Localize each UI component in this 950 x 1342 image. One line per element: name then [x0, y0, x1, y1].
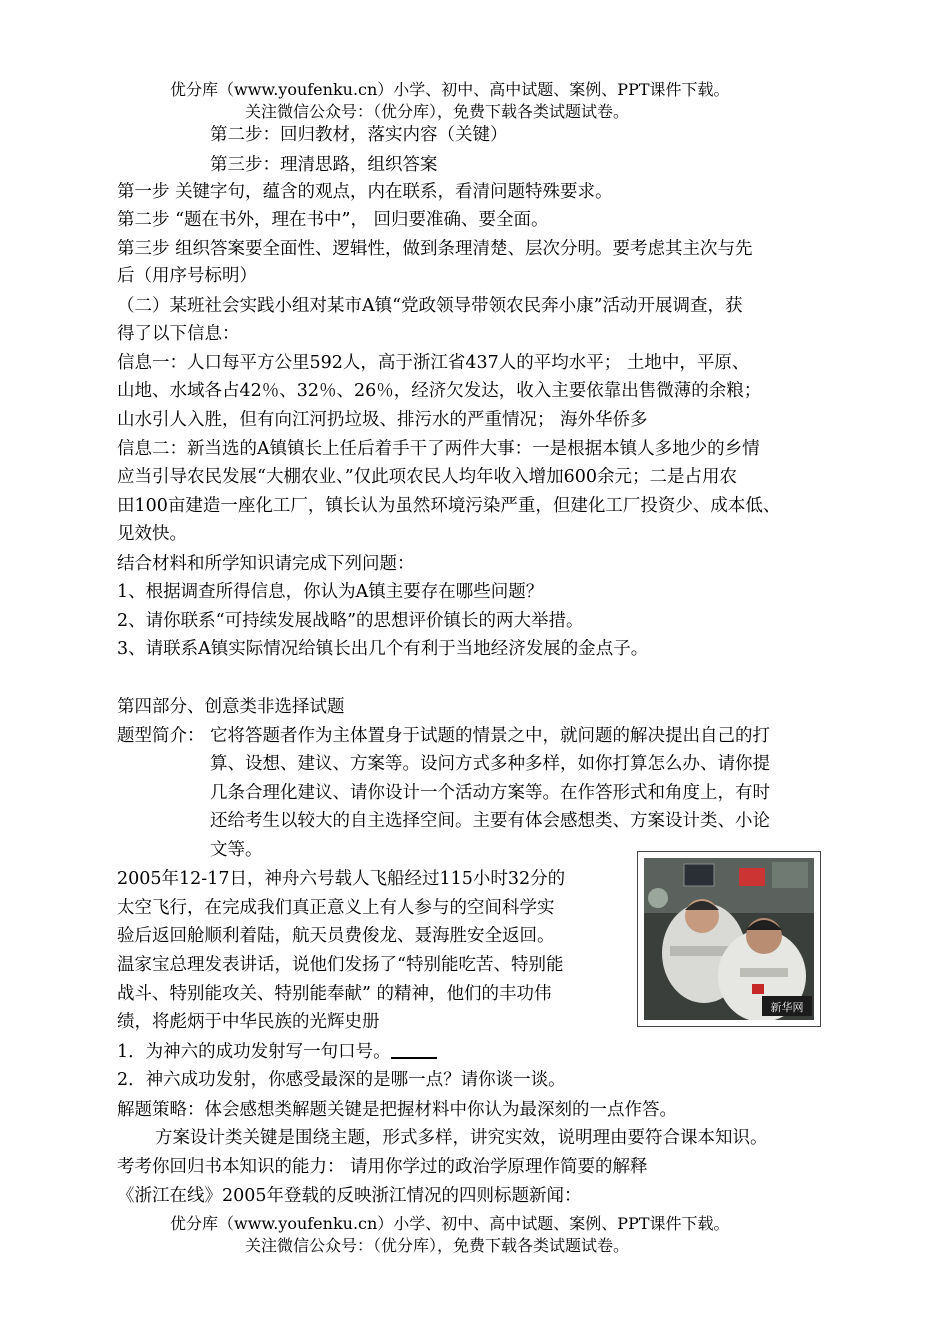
part-4-intro-line-4: 还给考生以较大的自主选择空间。主要有体会感想类、方案设计类、小论: [210, 811, 770, 831]
part-4-intro-line-2: 算、设想、建议、方案等。设问方式多种多样，如你打算怎么办、请你提: [210, 754, 770, 774]
step-1-detail: 第一步 关键字句，蕴含的观点，内在联系，看清问题特殊要求。: [117, 182, 613, 202]
footer-line-2: 关注微信公众号：（优分库），免费下载各类试题试卷。: [245, 1236, 630, 1255]
slogan-question: [117, 1040, 437, 1064]
header-line-2: 关注微信公众号：（优分库），免费下载各类试题试卷。: [245, 102, 630, 121]
news-line-4: 温家宝总理发表讲话，说他们发扬了“特别能吃苦、特别能: [117, 955, 564, 975]
strategy-line-2: 方案设计类关键是围绕主题，形式多样，讲究实效，说明理由要符合课本知识。: [155, 1128, 768, 1148]
svg-text:新华网: 新华网: [770, 1001, 804, 1014]
feeling-question: 2．神六成功发射，你感受最深的是哪一点？请你谈一谈。: [117, 1070, 566, 1090]
news-line-2: 太空飞行，在完成我们真正意义上有人参与的空间科学实: [117, 898, 555, 918]
news-line-3: 验后返回舱顺利着陆，航天员费俊龙、聂海胜安全返回。: [117, 926, 555, 946]
step-3-detail-cont: 后（用序号标明）: [117, 266, 257, 286]
step-2-detail: 第二步 “题在书外，理在书中”， 回归要准确、要全面。: [117, 210, 549, 230]
case-intro-1: （二）某班社会实践小组对某市A镇“党政领导带领农民奔小康”活动开展调查，获: [117, 296, 743, 316]
info-2-line-2: 应当引导农民发展“大棚农业、”仅此项农民人均年收入增加600余元；二是占用农: [117, 467, 738, 487]
case-intro-2: 得了以下信息：: [117, 324, 240, 344]
news-line-5: 战斗、特别能攻关、特别能奉献” 的精神，他们的丰功伟: [117, 984, 552, 1004]
header-line-1: 优分库（www.youfenku.cn）小学、初中、高中试题、案例、PPT课件下载。: [170, 80, 730, 99]
question-1: 1、根据调查所得信息，你认为A镇主要存在哪些问题？: [117, 582, 544, 602]
footer-line-1: 优分库（www.youfenku.cn）小学、初中、高中试题、案例、PPT课件下载。: [170, 1214, 730, 1233]
info-1-line-2: 山地、水域各占42％、32％、26％，经济欠发达，收入主要依靠出售微薄的余粮；: [117, 381, 762, 401]
info-1-line-3: 山水引人入胜，但有向江河扔垃圾、排污水的严重情况； 海外华侨多: [117, 410, 648, 430]
part-4-intro-line-5: 文等。: [210, 840, 263, 860]
slogan-question-text: 1．为神六的成功发射写一句口号。: [117, 1042, 391, 1062]
answer-blank[interactable]: [391, 1041, 437, 1059]
info-1-line-1: 信息一：人口每平方公里592人，高于浙江省437人的平均水平； 土地中，平原、: [117, 353, 750, 373]
news-source-line: 《浙江在线》2005年登载的反映浙江情况的四则标题新闻：: [117, 1186, 582, 1206]
part-4-intro-label: 题型简介：: [117, 726, 205, 746]
info-2-line-3: 田100亩建造一座化工厂，镇长认为虽然环境污染严重，但建化工厂投资少、成本低、: [117, 496, 781, 516]
part-4-intro-line-3: 几条合理化建议、请你设计一个活动方案等。在作答形式和角度上，有时: [210, 783, 770, 803]
step-3-detail: 第三步 组织答案要全面性、逻辑性，做到条理清楚、层次分明。要考虑其主次与先: [117, 239, 753, 259]
strategy-line-1: 解题策略：体会感想类解题关键是把握材料中你认为最深刻的一点作答。: [117, 1100, 677, 1120]
step-2-summary: 第二步：回归教材，落实内容（关键）: [210, 125, 508, 145]
question-2: 2、请你联系“可持续发展战略”的思想评价镇长的两大举措。: [117, 611, 584, 631]
part-4-title: 第四部分、创意类非选择试题: [117, 697, 345, 717]
questions-prompt: 结合材料和所学知识请完成下列问题：: [117, 554, 415, 574]
step-3-summary: 第三步：理清思路，组织答案: [210, 155, 438, 175]
news-line-6: 绩，将彪炳于中华民族的光辉史册: [117, 1012, 380, 1032]
news-line-1: 2005年12-17日，神舟六号载人飞船经过115小时32分的: [117, 869, 566, 889]
astronaut-photo: [637, 851, 821, 1027]
info-2-line-4: 见效快。: [117, 524, 187, 544]
question-3: 3、请联系A镇实际情况给镇长出几个有利于当地经济发展的金点子。: [117, 639, 649, 659]
ability-line: 考考你回归书本知识的能力： 请用你学过的政治学原理作简要的解释: [117, 1157, 648, 1177]
astronaut-photo-image: [644, 858, 814, 1020]
info-2-line-1: 信息二：新当选的A镇镇长上任后着手干了两件大事：一是根据本镇人多地少的乡情: [117, 439, 760, 459]
part-4-intro-line-1: 它将答题者作为主体置身于试题的情景之中，就问题的解决提出自己的打: [210, 726, 770, 746]
